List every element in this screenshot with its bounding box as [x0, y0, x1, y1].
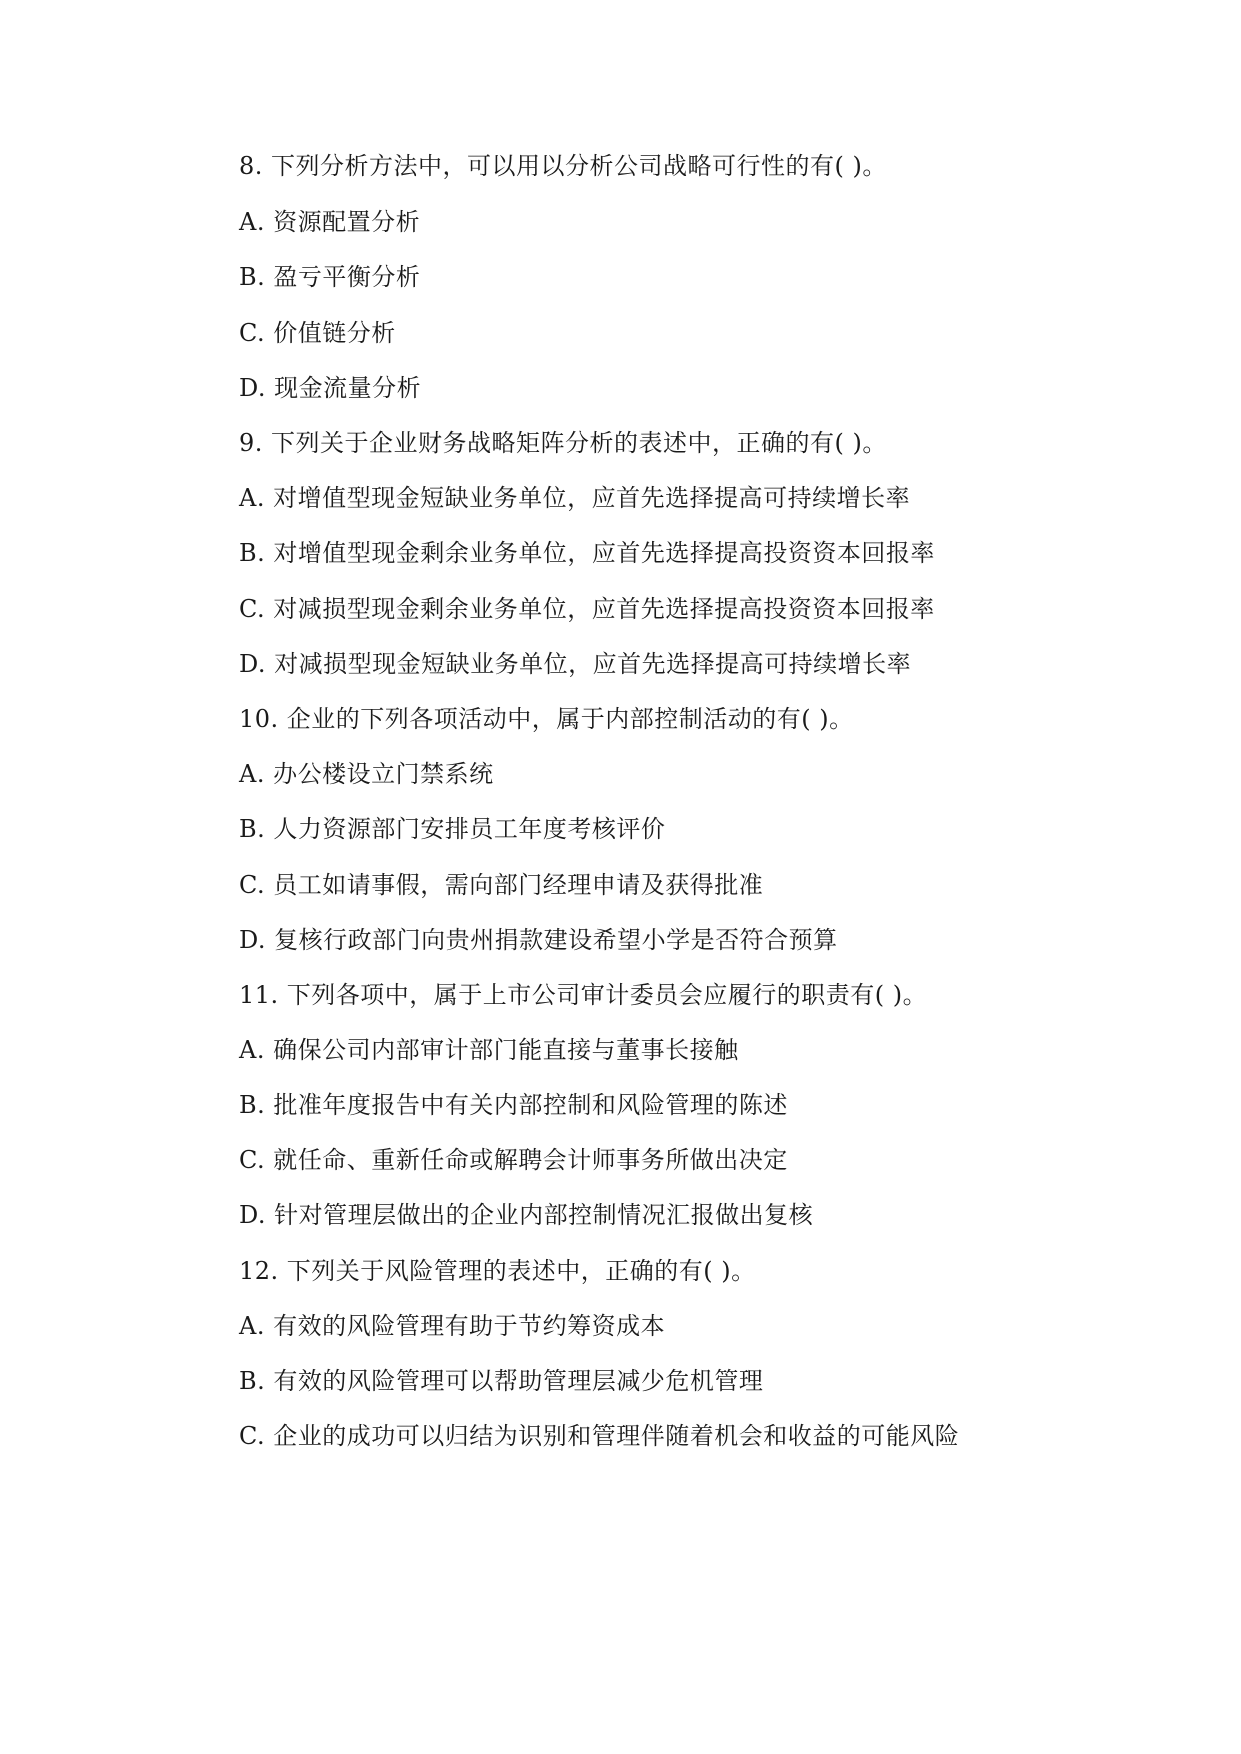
question-9-stem: 9. 下列关于企业财务战略矩阵分析的表述中，正确的有( )。 [239, 429, 887, 457]
question-10-stem: 10. 企业的下列各项活动中，属于内部控制活动的有( )。 [239, 705, 854, 733]
question-12-option-a: A. 有效的风险管理有助于节约筹资成本 [239, 1312, 666, 1340]
question-10-option-b: B. 人力资源部门安排员工年度考核评价 [239, 815, 666, 843]
question-11-option-c: C. 就任命、重新任命或解聘会计师事务所做出决定 [239, 1146, 788, 1174]
question-9-option-a: A. 对增值型现金短缺业务单位，应首先选择提高可持续增长率 [239, 484, 911, 512]
question-12-option-b: B. 有效的风险管理可以帮助管理层减少危机管理 [239, 1367, 764, 1395]
question-11-option-b: B. 批准年度报告中有关内部控制和风险管理的陈述 [239, 1091, 788, 1119]
question-12-stem: 12. 下列关于风险管理的表述中，正确的有( )。 [239, 1257, 756, 1285]
question-9-option-c: C. 对减损型现金剩余业务单位，应首先选择提高投资资本回报率 [239, 595, 935, 623]
question-11-option-a: A. 确保公司内部审计部门能直接与董事长接触 [239, 1036, 739, 1064]
question-8-option-d: D. 现金流量分析 [239, 374, 422, 402]
question-8-option-a: A. 资源配置分析 [239, 208, 421, 236]
question-9-option-d: D. 对减损型现金短缺业务单位，应首先选择提高可持续增长率 [239, 650, 912, 678]
question-10-option-d: D. 复核行政部门向贵州捐款建设希望小学是否符合预算 [239, 926, 838, 954]
question-8-stem: 8. 下列分析方法中，可以用以分析公司战略可行性的有( )。 [239, 152, 887, 180]
question-12-option-c: C. 企业的成功可以归结为识别和管理伴随着机会和收益的可能风险 [239, 1422, 960, 1450]
question-10-option-a: A. 办公楼设立门禁系统 [239, 760, 494, 788]
question-11-option-d: D. 针对管理层做出的企业内部控制情况汇报做出复核 [239, 1201, 814, 1229]
question-9-option-b: B. 对增值型现金剩余业务单位，应首先选择提高投资资本回报率 [239, 539, 935, 567]
question-8-option-b: B. 盈亏平衡分析 [239, 263, 421, 291]
question-11-stem: 11. 下列各项中，属于上市公司审计委员会应履行的职责有( )。 [239, 981, 928, 1009]
question-10-option-c: C. 员工如请事假，需向部门经理申请及获得批准 [239, 871, 764, 899]
question-8-option-c: C. 价值链分析 [239, 319, 396, 347]
